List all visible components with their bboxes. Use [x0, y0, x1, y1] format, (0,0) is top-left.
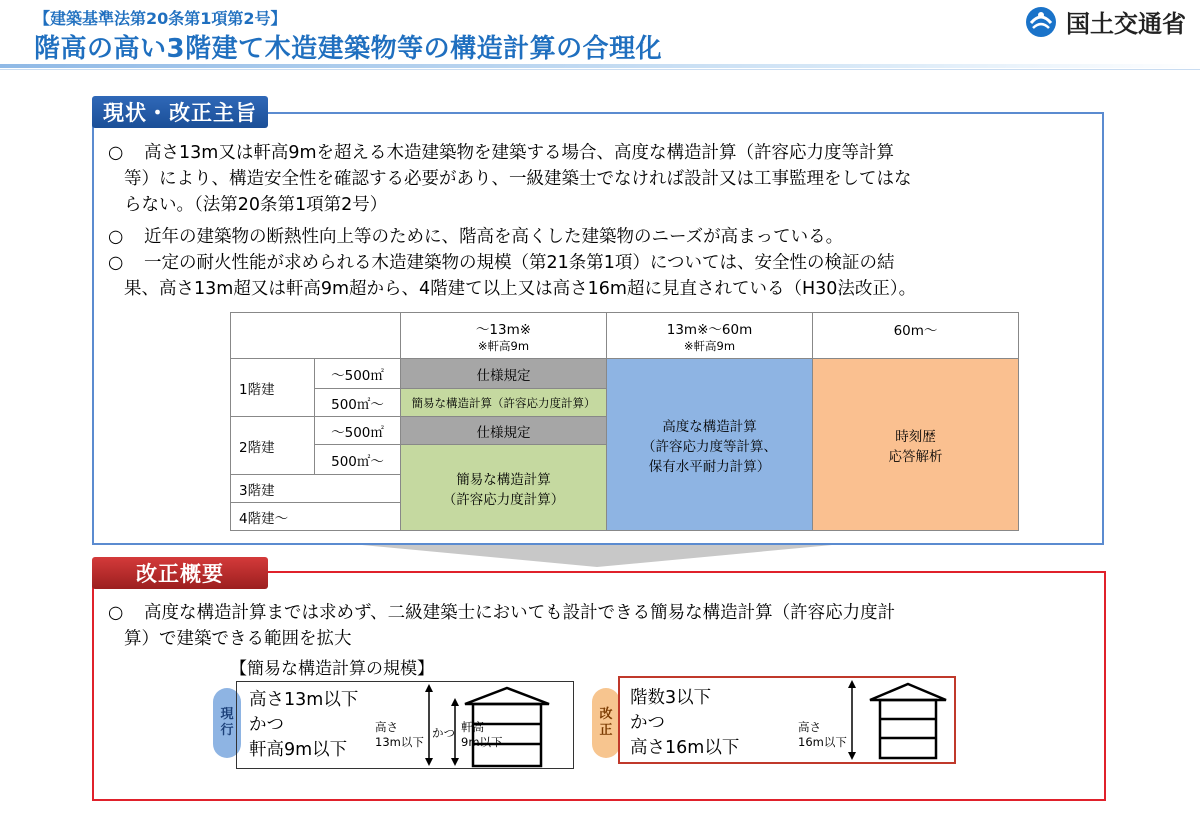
height-label: 高さ 16m以下 — [798, 720, 847, 749]
header-cell — [401, 313, 607, 359]
header-label: 60m～ — [893, 323, 938, 339]
and-label: かつ — [432, 726, 455, 740]
area-label: 500㎡～ — [315, 389, 401, 417]
table-cell: 簡易な構造計算（許容応力度計算） — [401, 389, 607, 417]
row-label: 2階建 — [231, 417, 315, 475]
time-history-cell — [813, 359, 1019, 531]
badge-char: 改 — [599, 707, 613, 722]
status-paragraph-2 — [108, 224, 843, 250]
header-label: ～13m※ — [475, 321, 532, 338]
cell-line: （許容応力度計算） — [442, 491, 565, 508]
condition-line: 軒高9m以下 — [249, 740, 348, 760]
para1-line1: 高さ13m又は軒高9mを超える木造建築物を建築する場合、高度な構造計算（許容応力度等計算 — [144, 143, 894, 163]
area-label: ～500㎡ — [315, 359, 401, 389]
cell-line: 応答解析 — [888, 448, 943, 465]
revised-conditions — [630, 686, 739, 761]
down-arrow-icon — [362, 545, 832, 569]
header-note: ※軒高9m — [683, 338, 736, 353]
current-conditions — [249, 688, 358, 763]
badge-char: 行 — [220, 723, 234, 738]
table-cell: 仕様規定 — [401, 417, 607, 445]
current-scale-box — [236, 681, 574, 769]
status-paragraph-3 — [108, 250, 916, 302]
mlit-logo-icon — [1024, 5, 1058, 39]
header-rule — [0, 64, 1200, 68]
logo — [1024, 4, 1186, 39]
bullet-icon: ○ — [108, 227, 124, 247]
table-row — [231, 359, 1019, 389]
condition-line: かつ — [249, 715, 284, 735]
rev-line2: 算）で建築できる範囲を拡大 — [124, 629, 352, 649]
cell-line: （許容応力度等計算、 — [642, 438, 777, 455]
header-note: ※軒高9m — [477, 338, 530, 353]
house-icon — [417, 682, 567, 768]
section-tab-current-status: 現状・改正主旨 — [92, 96, 268, 128]
rev-line1: 高度な構造計算までは求めず、二級建築士においても設計できる簡易な構造計算（許容応力度計 — [144, 603, 896, 623]
cell-line: 簡易な構造計算 — [456, 471, 551, 488]
header-subtitle: 【建築基準法第20条第1項第2号】 — [34, 9, 287, 28]
condition-line: かつ — [630, 713, 665, 733]
condition-line: 階数3以下 — [630, 688, 712, 708]
house-icon — [840, 678, 952, 762]
condition-line: 高さ13m以下 — [249, 690, 359, 710]
cell-line: 高度な構造計算 — [662, 418, 757, 435]
section-tab-revision-summary: 改正概要 — [92, 557, 268, 589]
page-title: 階高の高い3階建て木造建築物等の構造計算の合理化 — [34, 34, 663, 64]
scale-title: 【簡易な構造計算の規模】 — [230, 659, 434, 679]
eave-label: 軒高 9m以下 — [461, 720, 503, 749]
bullet-icon: ○ — [108, 253, 124, 273]
cell-line: 保有水平耐力計算） — [648, 458, 771, 475]
header-label: 13m※～60m — [666, 321, 753, 338]
badge-char: 正 — [599, 723, 613, 738]
advanced-calc-cell — [607, 359, 813, 531]
status-paragraph-1 — [108, 140, 912, 218]
para2-line1: 近年の建築物の断熱性向上等のために、階高を高くした建築物のニーズが高まっている。 — [144, 227, 844, 247]
para1-line2: 等）により、構造安全性を確認する必要があり、一級建築士でなければ設計又は工事監理をしてはな — [124, 169, 912, 189]
bullet-icon: ○ — [108, 603, 124, 623]
header-cell — [813, 313, 1019, 359]
structural-calc-table — [230, 312, 1019, 531]
revised-scale-box — [618, 676, 956, 764]
row-label: 1階建 — [231, 359, 315, 417]
row-label: 4階建～ — [231, 503, 401, 531]
cell-line: 時刻歴 — [895, 428, 936, 445]
table-header-row — [231, 313, 1019, 359]
revision-paragraph — [108, 600, 895, 652]
simple-calc-cell — [401, 445, 607, 531]
badge-char: 現 — [220, 707, 234, 722]
height-label: 高さ 13m以下 — [375, 720, 424, 749]
para3-line1: 一定の耐火性能が求められる木造建築物の規模（第21条第1項）については、安全性の検証の結 — [144, 253, 895, 273]
area-label: 500㎡～ — [315, 445, 401, 475]
table-corner — [231, 313, 401, 359]
para3-line2: 果、高さ13m超又は軒高9m超から、4階建て以上又は高さ16m超に見直されている（H30法改正）。 — [124, 279, 917, 299]
condition-line: 高さ16m以下 — [630, 738, 740, 758]
para1-line3: らない。（法第20条第1項第2号） — [124, 195, 388, 215]
row-label: 3階建 — [231, 475, 401, 503]
header-rule-thin — [0, 69, 1200, 70]
header-cell — [607, 313, 813, 359]
revised-badge — [592, 688, 620, 758]
logo-text: 国土交通省 — [1066, 10, 1186, 38]
area-label: ～500㎡ — [315, 417, 401, 445]
bullet-icon: ○ — [108, 143, 124, 163]
table-cell: 仕様規定 — [401, 359, 607, 389]
